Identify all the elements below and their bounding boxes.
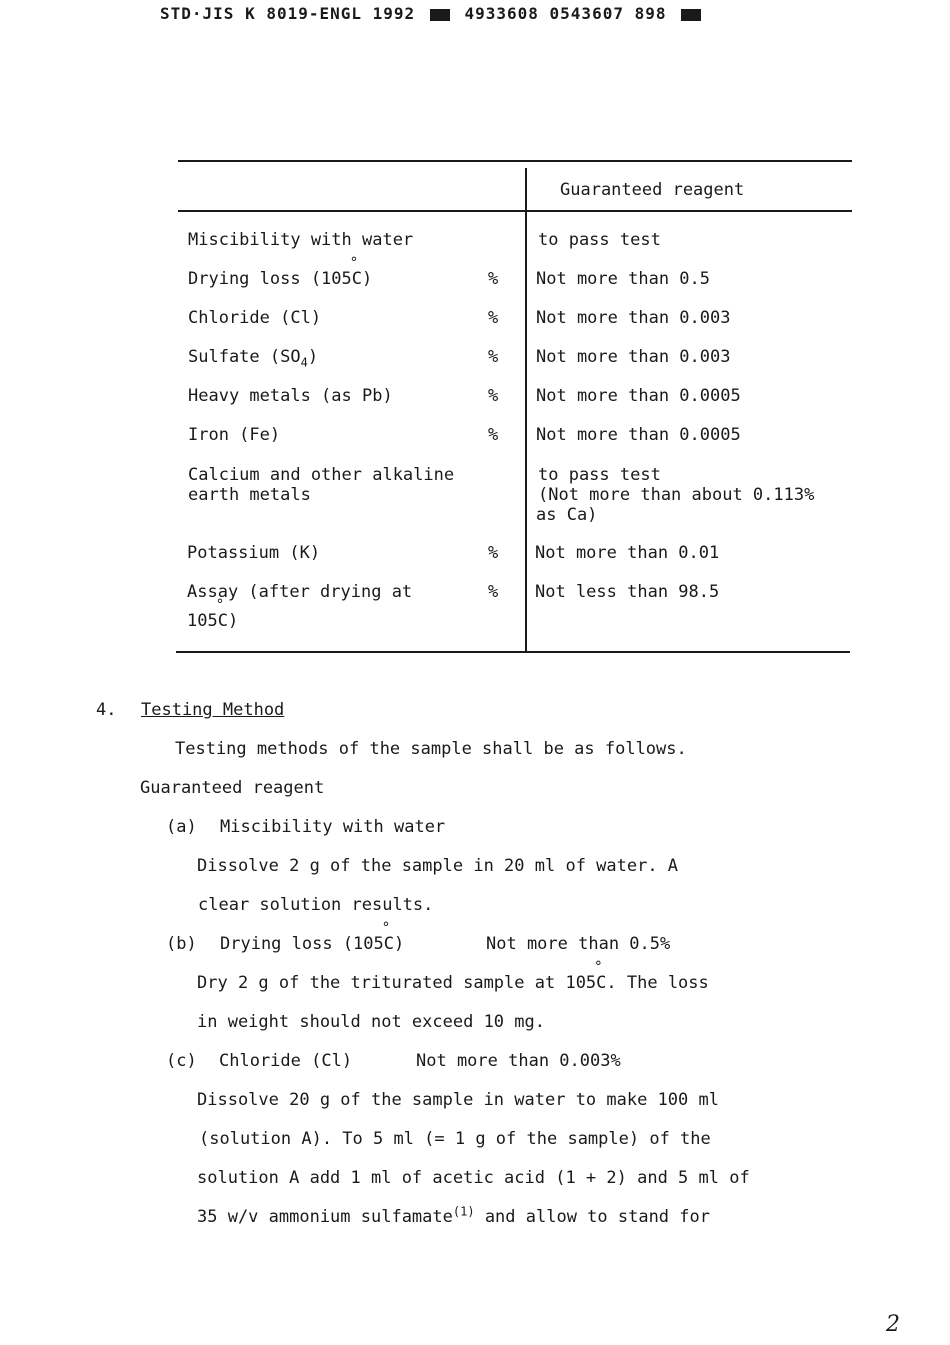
table-header-rule <box>178 210 852 212</box>
table-row-item: Miscibility with water <box>188 230 414 250</box>
item-name: Drying loss (105C) <box>220 934 405 954</box>
table-row-spec: Not more than 0.01 <box>535 543 720 563</box>
item-limit: Not more than 0.5% <box>486 934 671 954</box>
item-name: Miscibility with water <box>220 817 446 837</box>
table-row-item: Iron (Fe) <box>188 425 281 445</box>
item-text: Dry 2 g of the triturated sample at 105C. The loss <box>197 973 709 993</box>
doc-code: 4933608 0543607 898 <box>464 4 667 23</box>
item-label: (b) <box>166 934 197 954</box>
item-text: (solution A). To 5 ml (= 1 g of the sample) of the <box>199 1129 711 1149</box>
table-row-item: Potassium (K) <box>187 543 321 563</box>
table-row-unit: % <box>488 386 499 406</box>
page-number: 2 <box>886 1312 900 1337</box>
item-text: 35 w/v ammonium sulfamate$^{(1)}$ and allow to stand for <box>197 1204 710 1227</box>
table-row-spec: Not more than 0.0005 <box>536 386 741 406</box>
table-row-unit: % <box>488 269 499 289</box>
table-row-item: Sulfate $(SO_4)$ <box>188 347 319 370</box>
table-row-unit: % <box>488 425 499 445</box>
table-top-rule <box>178 160 852 162</box>
table-row-item: 105C) <box>187 611 239 631</box>
table-row-spec: Not more than 0.003 <box>536 347 731 367</box>
item-text: solution A add 1 ml of acetic acid (1 + 2) and 5 ml of <box>197 1168 750 1188</box>
table-row-spec: Not less than 98.5 <box>535 582 720 602</box>
table-row-unit: % <box>488 543 499 563</box>
table-column-divider <box>525 168 527 652</box>
table-row-item: Chloride (Cl) <box>188 308 322 328</box>
table-row-item: Calcium and other alkaline <box>188 465 455 485</box>
table-row-item: Assay (after drying at <box>187 582 413 602</box>
grade-label: Guaranteed reagent <box>140 778 325 798</box>
footnote-ref: (1) <box>452 1204 475 1219</box>
table-row-item: Heavy metals (as Pb) <box>188 386 393 406</box>
table-row-spec: Not more than 0.5 <box>536 269 710 289</box>
table-row-item: Drying loss (105C) <box>188 269 373 289</box>
item-text: Dissolve 2 g of the sample in 20 ml of water. A <box>197 856 679 876</box>
item-label: (a) <box>166 817 197 837</box>
table-row-spec: Not more than 0.0005 <box>536 425 741 445</box>
item-name: Chloride (Cl) <box>219 1051 353 1071</box>
table-bottom-rule <box>176 651 850 653</box>
block-mark <box>681 9 701 21</box>
column-header: Guaranteed reagent <box>560 180 745 200</box>
item-text: clear solution results. <box>198 895 434 915</box>
table-row-spec: to pass test <box>538 230 661 250</box>
table-row-spec: to pass test <box>538 465 661 485</box>
table-row-spec: (Not more than about 0.113% <box>538 485 815 505</box>
section-number: 4. <box>96 700 117 720</box>
item-label: (c) <box>166 1051 197 1071</box>
table-row-unit: % <box>488 582 499 602</box>
item-text: Dissolve 20 g of the sample in water to make 100 ml <box>197 1090 719 1110</box>
document-header <box>160 4 705 23</box>
table-row-unit: % <box>488 308 499 328</box>
item-limit: Not more than 0.003% <box>416 1051 621 1071</box>
section-intro: Testing methods of the sample shall be as follows. <box>175 739 687 759</box>
table-row-unit: % <box>488 347 499 367</box>
table-row-item: earth metals <box>188 485 311 505</box>
doc-id: STD·JIS K 8019-ENGL 1992 <box>160 4 416 23</box>
block-mark <box>430 9 450 21</box>
section-title: Testing Method <box>141 700 285 720</box>
item-text: in weight should not exceed 10 mg. <box>197 1012 545 1032</box>
table-row-spec: Not more than 0.003 <box>536 308 731 328</box>
table-row-spec: as Ca) <box>536 505 598 525</box>
